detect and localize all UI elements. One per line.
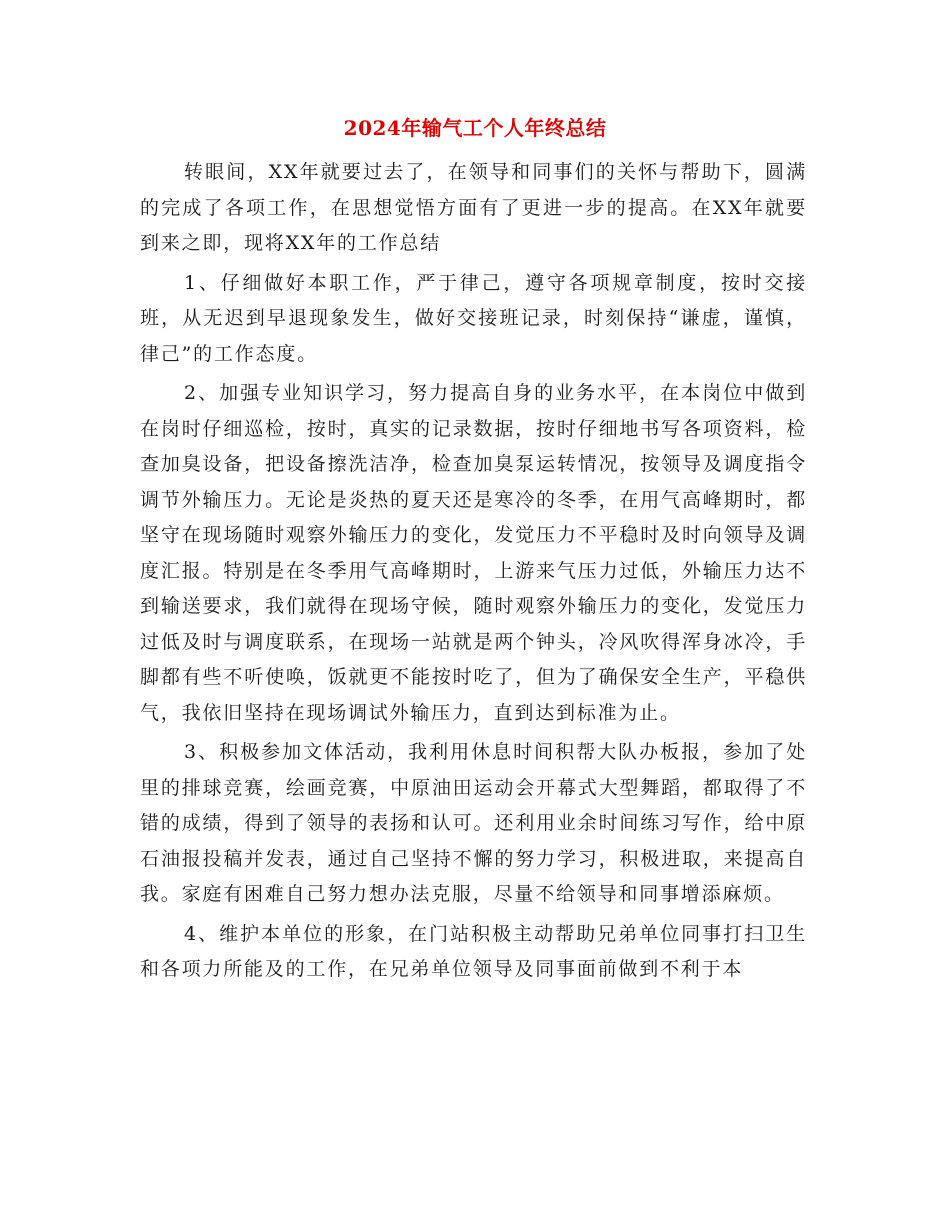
paragraph-item-3: 3、积极参加文体活动，我利用休息时间积帮大队办板报，参加了处里的排球竞赛，绘画竞赛，中原油田运动会开幕式大型舞蹈，都取得了不错的成绩，得到了领导的表扬和认可。还利用业余时间练习写作，给中原石油报投稿并发表，通过自己坚持不懈的努力学习，积极进取，来提高自我。家庭有困难自己努力想办法克服，尽量不给领导和同事增添麻烦。 xyxy=(140,741,807,905)
paragraph-intro: 转眼间，XX年就要过去了，在领导和同事们的关怀与帮助下，圆满的完成了各项工作，在思想觉悟方面有了更进一步的提高。在XX年就要到来之即，现将XX年的工作总结 xyxy=(140,161,807,254)
paragraph-item-2: 2、加强专业知识学习，努力提高自身的业务水平，在本岗位中做到在岗时仔细巡检，按时，真实的记录数据，按时仔细地书写各项资料，检查加臭设备，把设备擦洗洁净，检查加臭泵运转情况，按领导及调度指令调节外输压力。无论是炎热的夏天还是寒冷的冬季，在用气高峰期时，都坚守在现场随时观察外输压力的变化，发觉压力不平稳时及时向领导及调度汇报。特别是在冬季用气高峰期时，上游来气压力过低，外输压力达不到输送要求，我们就得在现场守候，随时观察外输压力的变化，发觉压力过低及时与调度联系，在现场一站就是两个钟头，冷风吹得浑身冰冷，手脚都有些不听使唤，饭就更不能按时吃了，但为了确保安全生产，平稳供气，我依旧坚持在现场调试外输压力，直到达到标准为止。 xyxy=(140,382,807,724)
document-title: 2024年输气工个人年终总结 xyxy=(343,116,607,140)
paragraph-item-4: 4、维护本单位的形象，在门站积极主动帮助兄弟单位同事打扫卫生和各项力所能及的工作，在兄弟单位领导及同事面前做到不利于本 xyxy=(140,922,807,980)
document-body xyxy=(140,155,807,992)
paragraph-item-1: 1、仔细做好本职工作，严于律己，遵守各项规章制度，按时交接班，从无迟到早退现象发生，做好交接班记录，时刻保持“谦虚，谨慎，律己”的工作态度。 xyxy=(140,271,807,365)
